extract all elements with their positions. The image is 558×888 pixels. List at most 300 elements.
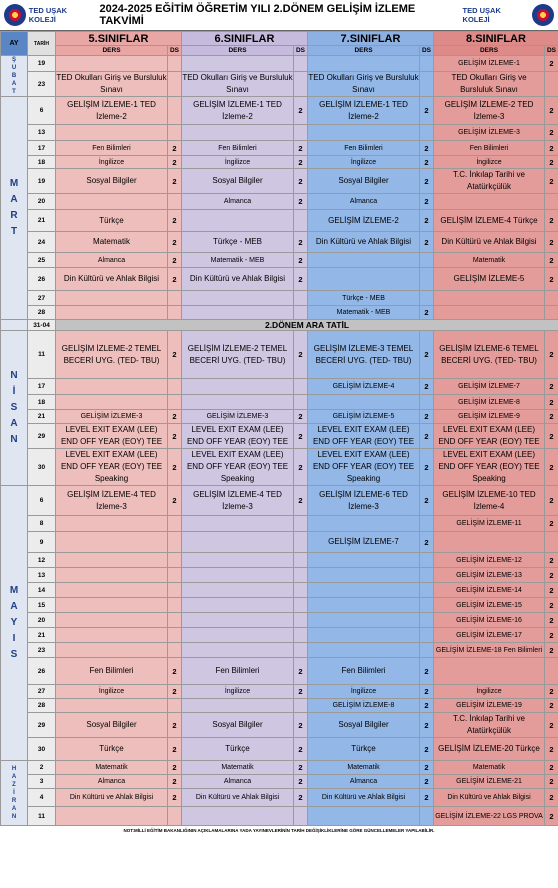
class-header-5: 5.SINIFLAR [56, 32, 182, 46]
ds-cell [168, 291, 182, 306]
ders-cell: Almanca [308, 194, 420, 210]
ds-cell: 2 [545, 449, 558, 486]
ds-cell: 2 [420, 738, 434, 761]
ders-cell [182, 807, 294, 826]
ders-cell: T.C. İnkılap Tarihi ve Atatürkçülük [434, 169, 545, 194]
ders-cell: Din Kültürü ve Ahlak Bilgisi [434, 232, 545, 253]
ds-cell: 2 [294, 775, 308, 789]
date-cell: 27 [28, 291, 56, 306]
ders-cell: GELİŞİM İZLEME-15 [434, 598, 545, 613]
ders-header: DERS [56, 46, 168, 56]
ds-cell: 2 [294, 169, 308, 194]
ds-cell: 2 [294, 486, 308, 516]
ders-cell [182, 583, 294, 598]
ders-cell: GELİŞİM İZLEME-20 Türkçe [434, 738, 545, 761]
ds-cell: 2 [545, 395, 558, 410]
ds-cell [294, 568, 308, 583]
ds-cell: 2 [168, 449, 182, 486]
month-letter: R [10, 210, 18, 221]
logo-left-text: TED UŞAK KOLEJİ [28, 6, 68, 24]
date-cell: 24 [28, 232, 56, 253]
table-row [1, 516, 558, 532]
ders-cell [182, 628, 294, 643]
table-row [1, 532, 558, 553]
ds-cell: 2 [168, 486, 182, 516]
ds-cell: 2 [294, 232, 308, 253]
date-cell: 17 [28, 141, 56, 156]
ders-cell: Türkçe [56, 210, 168, 232]
ders-cell: Almanca [182, 775, 294, 789]
ders-cell [182, 643, 294, 658]
ds-header: DS [545, 46, 558, 56]
ders-cell: Fen Bilimleri [434, 141, 545, 156]
ds-cell [168, 568, 182, 583]
ds-cell: 2 [168, 775, 182, 789]
ds-cell: 2 [420, 775, 434, 789]
ders-cell: Din Kültürü ve Ahlak Bilgisi [308, 789, 420, 807]
ds-cell: 2 [420, 486, 434, 516]
ders-cell [56, 56, 168, 72]
ds-cell: 2 [545, 56, 558, 72]
ds-cell: 2 [420, 685, 434, 699]
ders-cell: TED Okulları Giriş ve Bursluluk Sınavı [182, 72, 294, 97]
month-mayis [1, 486, 28, 761]
ders-cell: GELİŞİM İZLEME-3 TEMEL BECERİ UYG. (TED- TBU) [308, 331, 420, 379]
ds-cell [168, 97, 182, 125]
ders-cell [56, 291, 168, 306]
ds-cell: 2 [168, 761, 182, 775]
ders-cell: GELİŞİM İZLEME-6 TED İzleme-3 [308, 486, 420, 516]
schedule-body [1, 56, 558, 826]
ders-cell [182, 532, 294, 553]
ara-tatil-date: 31-04 [28, 320, 56, 331]
ders-cell: GELİŞİM İZLEME-5 [434, 268, 545, 291]
ders-cell [308, 395, 420, 410]
date-cell: 26 [28, 658, 56, 685]
table-row [1, 379, 558, 395]
ds-cell: 2 [168, 141, 182, 156]
ds-cell [168, 194, 182, 210]
table-row [1, 643, 558, 658]
table-row [1, 268, 558, 291]
ds-cell: 2 [294, 141, 308, 156]
ders-cell [308, 613, 420, 628]
ders-cell [56, 613, 168, 628]
school-logo-right [459, 4, 558, 26]
ders-cell: Fen Bilimleri [182, 141, 294, 156]
ders-cell [434, 291, 545, 306]
ds-cell [294, 628, 308, 643]
ders-cell: GELİŞİM İZLEME-1 [434, 56, 545, 72]
month-letter: A [10, 418, 18, 429]
table-row [1, 194, 558, 210]
ders-header: DERS [308, 46, 420, 56]
ds-cell [294, 516, 308, 532]
ders-cell: Din Kültürü ve Ahlak Bilgisi [56, 789, 168, 807]
month-nisan [1, 331, 28, 486]
table-row [1, 628, 558, 643]
date-cell: 12 [28, 553, 56, 568]
ds-cell [294, 56, 308, 72]
ds-cell [420, 583, 434, 598]
date-cell: 30 [28, 449, 56, 486]
ders-cell: TED Okulları Giriş ve Bursluluk Sınavı [308, 72, 420, 97]
ds-cell: 2 [545, 97, 558, 125]
ds-cell: 2 [545, 738, 558, 761]
ders-cell [308, 583, 420, 598]
ds-cell: 2 [545, 516, 558, 532]
header [0, 0, 558, 31]
table-row [1, 410, 558, 424]
ds-cell [420, 395, 434, 410]
date-cell: 14 [28, 583, 56, 598]
month-letter: İ [13, 790, 15, 796]
ds-cell [294, 306, 308, 320]
ders-cell: LEVEL EXIT EXAM (LEE) END OFF YEAR (EOY) TEE [434, 424, 545, 449]
ders-cell: Din Kültürü ve Ahlak Bilgisi [308, 232, 420, 253]
ds-cell [420, 125, 434, 141]
col-ay: AY [1, 32, 28, 56]
ders-cell: Din Kültürü ve Ahlak Bilgisi [182, 268, 294, 291]
logo-right-text: TED UŞAK KOLEJİ [462, 6, 501, 24]
ders-cell [56, 628, 168, 643]
ders-cell [308, 598, 420, 613]
date-cell: 27 [28, 685, 56, 699]
ds-cell: 2 [168, 169, 182, 194]
date-cell: 9 [28, 532, 56, 553]
ders-cell [56, 553, 168, 568]
table-row [1, 291, 558, 306]
ders-cell: GELİŞİM İZLEME-13 [434, 568, 545, 583]
ds-cell [420, 613, 434, 628]
ds-cell [420, 553, 434, 568]
ds-cell: 2 [420, 141, 434, 156]
ders-cell: Sosyal Bilgiler [308, 713, 420, 738]
date-cell: 19 [28, 169, 56, 194]
table-row [1, 613, 558, 628]
ds-cell: 2 [545, 141, 558, 156]
ds-cell: 2 [545, 643, 558, 658]
ds-cell: 2 [168, 253, 182, 268]
ders-cell: Sosyal Bilgiler [308, 169, 420, 194]
ds-cell: 2 [294, 789, 308, 807]
ds-cell: 2 [545, 169, 558, 194]
ders-cell: GELİŞİM İZLEME-18 Fen Bilimleri [434, 643, 545, 658]
ds-cell: 2 [545, 410, 558, 424]
date-cell: 18 [28, 156, 56, 169]
class-header-8: 8.SINIFLAR [434, 32, 558, 46]
ds-cell: 2 [168, 410, 182, 424]
date-cell: 18 [28, 395, 56, 410]
month-letter: N [10, 370, 18, 381]
month-letter: M [9, 585, 19, 596]
ders-cell: Matematik - MEB [182, 253, 294, 268]
ds-cell [294, 532, 308, 553]
ders-cell: GELİŞİM İZLEME-4 TED İzleme-3 [56, 486, 168, 516]
month-haziran [1, 761, 28, 826]
ds-cell: 2 [420, 449, 434, 486]
month-letter: S [10, 649, 18, 660]
ders-cell [434, 306, 545, 320]
ders-cell: Türkçe [308, 738, 420, 761]
date-cell: 17 [28, 379, 56, 395]
month-letter: H [11, 766, 17, 772]
ds-cell [294, 699, 308, 713]
ds-cell [420, 807, 434, 826]
ders-cell: GELİŞİM İZLEME-6 TEMEL BECERİ UYG. (TED- TBU) [434, 331, 545, 379]
ara-tatil-label: 2.DÖNEM ARA TATİL [56, 320, 558, 331]
ds-cell [294, 583, 308, 598]
ders-cell: GELİŞİM İZLEME-3 [434, 125, 545, 141]
ders-cell [182, 613, 294, 628]
ds-cell [420, 56, 434, 72]
table-row [1, 424, 558, 449]
table-row [1, 699, 558, 713]
ders-cell: GELİŞİM İZLEME-19 [434, 699, 545, 713]
ders-cell: LEVEL EXIT EXAM (LEE) END OFF YEAR (EOY) TEE Speaking [308, 449, 420, 486]
month-letter: A [10, 601, 18, 612]
date-cell: 8 [28, 516, 56, 532]
date-cell: 21 [28, 628, 56, 643]
table-row [1, 568, 558, 583]
ds-cell: 2 [168, 685, 182, 699]
month-letter: T [10, 226, 18, 237]
ds-cell: 2 [420, 379, 434, 395]
ders-cell: GELİŞİM İZLEME-3 [56, 410, 168, 424]
month-letter: N [10, 434, 18, 445]
ds-cell: 2 [168, 156, 182, 169]
school-logo-left [0, 4, 99, 26]
page-title: 2024-2025 EĞİTİM ÖĞRETİM YILI 2.DÖNEM GELİŞİM İZLEME TAKVİMİ [99, 3, 416, 27]
date-cell: 6 [28, 97, 56, 125]
month-subat [1, 56, 28, 97]
ds-cell: 2 [168, 658, 182, 685]
month-letter: Ş [11, 57, 16, 63]
ders-cell: Türkçe - MEB [308, 291, 420, 306]
ds-cell: 2 [420, 306, 434, 320]
ds-cell: 2 [168, 268, 182, 291]
ders-cell [308, 516, 420, 532]
ds-header: DS [294, 46, 308, 56]
ders-cell [182, 516, 294, 532]
table-row [1, 583, 558, 598]
ds-cell: 2 [420, 713, 434, 738]
ds-cell: 2 [420, 532, 434, 553]
ds-cell [420, 253, 434, 268]
date-cell: 28 [28, 699, 56, 713]
school-seal-icon [532, 4, 554, 26]
month-letter: Z [12, 782, 16, 788]
ds-cell [294, 807, 308, 826]
date-cell: 15 [28, 598, 56, 613]
month-letter: N [11, 814, 17, 820]
month-letter: A [10, 194, 18, 205]
ders-cell [308, 568, 420, 583]
ds-cell: 2 [168, 713, 182, 738]
ders-cell: GELİŞİM İZLEME-1 TED İzleme-2 [308, 97, 420, 125]
ds-cell [168, 643, 182, 658]
ds-cell [168, 553, 182, 568]
month-letter: U [11, 65, 17, 71]
ders-cell [56, 598, 168, 613]
ders-cell: Din Kültürü ve Ahlak Bilgisi [56, 268, 168, 291]
ds-cell: 2 [294, 424, 308, 449]
date-cell: 23 [28, 72, 56, 97]
ds-cell: 2 [168, 210, 182, 232]
ds-cell: 2 [420, 97, 434, 125]
ders-cell: GELİŞİM İZLEME-9 [434, 410, 545, 424]
class-header-7: 7.SINIFLAR [308, 32, 434, 46]
ders-cell: T.C. İnkılap Tarihi ve Atatürkçülük [434, 713, 545, 738]
month-letter: A [11, 81, 17, 87]
ds-cell: 2 [545, 583, 558, 598]
ders-cell [56, 532, 168, 553]
ders-cell: Din Kültürü ve Ahlak Bilgisi [434, 789, 545, 807]
ds-cell: 2 [294, 253, 308, 268]
ders-cell: Matematik [56, 761, 168, 775]
ds-cell: 2 [545, 232, 558, 253]
ders-cell: İngilizce [308, 685, 420, 699]
table-row [1, 97, 558, 125]
ds-cell [294, 613, 308, 628]
table-row [1, 775, 558, 789]
table-row [1, 169, 558, 194]
ders-cell [56, 807, 168, 826]
ders-cell [56, 583, 168, 598]
date-cell: 21 [28, 410, 56, 424]
ders-cell [56, 395, 168, 410]
table-row [1, 449, 558, 486]
table-row [1, 232, 558, 253]
table-row [1, 713, 558, 738]
month-letter: B [11, 73, 17, 79]
ds-cell: 2 [294, 410, 308, 424]
ders-header: DERS [182, 46, 294, 56]
table-row [1, 807, 558, 826]
ders-cell [182, 125, 294, 141]
ds-cell: 2 [294, 97, 308, 125]
ds-cell [545, 194, 558, 210]
ders-cell: GELİŞİM İZLEME-4 TED İzleme-3 [182, 486, 294, 516]
ders-cell: Almanca [308, 775, 420, 789]
ds-cell: 2 [168, 738, 182, 761]
ds-cell [420, 568, 434, 583]
date-cell: 2 [28, 761, 56, 775]
table-row [1, 331, 558, 379]
ds-cell [294, 125, 308, 141]
table-row [1, 738, 558, 761]
ds-cell [420, 628, 434, 643]
ders-cell [308, 125, 420, 141]
month-mart [1, 97, 28, 320]
ders-cell: Matematik [434, 253, 545, 268]
ds-cell [294, 291, 308, 306]
date-cell: 26 [28, 268, 56, 291]
ds-cell: 2 [420, 194, 434, 210]
ders-cell: GELİŞİM İZLEME-8 [434, 395, 545, 410]
ders-cell [182, 598, 294, 613]
ds-cell [294, 553, 308, 568]
ders-cell: GELİŞİM İZLEME-1 TED İzleme-2 [56, 97, 168, 125]
ders-cell: İngilizce [56, 156, 168, 169]
ders-cell: TED Okulları Giriş ve Bursluluk Sınavı [56, 72, 168, 97]
date-cell: 28 [28, 306, 56, 320]
month-letter: S [10, 402, 18, 413]
ders-cell: GELİŞİM İZLEME-11 [434, 516, 545, 532]
table-row [1, 486, 558, 516]
ds-cell: 2 [294, 713, 308, 738]
ders-cell: GELİŞİM İZLEME-1 TED İzleme-2 [182, 97, 294, 125]
ders-cell: Matematik [182, 761, 294, 775]
date-cell: 19 [28, 56, 56, 72]
ders-cell: Matematik - MEB [308, 306, 420, 320]
ders-cell: GELİŞİM İZLEME-17 [434, 628, 545, 643]
ders-cell [56, 306, 168, 320]
ds-cell [294, 210, 308, 232]
ds-cell [545, 532, 558, 553]
ders-cell: Matematik [308, 761, 420, 775]
ders-cell [182, 306, 294, 320]
ders-cell [308, 56, 420, 72]
ds-cell: 2 [168, 424, 182, 449]
date-cell: 21 [28, 210, 56, 232]
ders-cell: GELİŞİM İZLEME-14 [434, 583, 545, 598]
ds-cell: 2 [294, 761, 308, 775]
ders-cell [308, 553, 420, 568]
ders-cell [182, 395, 294, 410]
date-cell: 30 [28, 738, 56, 761]
ders-cell [182, 210, 294, 232]
ds-cell [168, 628, 182, 643]
school-seal-icon [4, 4, 26, 26]
ders-cell: Fen Bilimleri [182, 658, 294, 685]
table-row [1, 658, 558, 685]
ders-cell [308, 807, 420, 826]
table-row [1, 395, 558, 410]
ders-cell [308, 268, 420, 291]
ds-cell: 2 [420, 699, 434, 713]
ders-cell: LEVEL EXIT EXAM (LEE) END OFF YEAR (EOY) TEE [56, 424, 168, 449]
month-letter: A [11, 806, 17, 812]
month-letter: M [9, 178, 19, 189]
ders-cell: Sosyal Bilgiler [56, 169, 168, 194]
ders-cell: GELİŞİM İZLEME-4 Türkçe [434, 210, 545, 232]
date-cell: 11 [28, 807, 56, 826]
date-cell: 20 [28, 613, 56, 628]
ders-cell: Sosyal Bilgiler [56, 713, 168, 738]
ders-cell: LEVEL EXIT EXAM (LEE) END OFF YEAR (EOY) TEE Speaking [182, 449, 294, 486]
ders-cell: GELİŞİM İZLEME-4 [308, 379, 420, 395]
ders-cell [308, 628, 420, 643]
date-cell: 23 [28, 643, 56, 658]
ds-cell: 2 [420, 424, 434, 449]
ds-cell: 2 [420, 156, 434, 169]
ds-cell [168, 306, 182, 320]
ds-header: DS [420, 46, 434, 56]
ders-cell: LEVEL EXIT EXAM (LEE) END OFF YEAR (EOY) TEE [182, 424, 294, 449]
ders-cell [434, 194, 545, 210]
ders-cell: Matematik [434, 761, 545, 775]
ds-cell: 2 [420, 232, 434, 253]
ds-cell: 2 [545, 775, 558, 789]
table-row [1, 685, 558, 699]
ders-cell: LEVEL EXIT EXAM (LEE) END OFF YEAR (EOY) TEE [308, 424, 420, 449]
ds-cell: 2 [294, 331, 308, 379]
month-letter: R [11, 798, 17, 804]
ds-cell: 2 [545, 379, 558, 395]
ders-cell [56, 194, 168, 210]
ds-cell: 2 [545, 713, 558, 738]
